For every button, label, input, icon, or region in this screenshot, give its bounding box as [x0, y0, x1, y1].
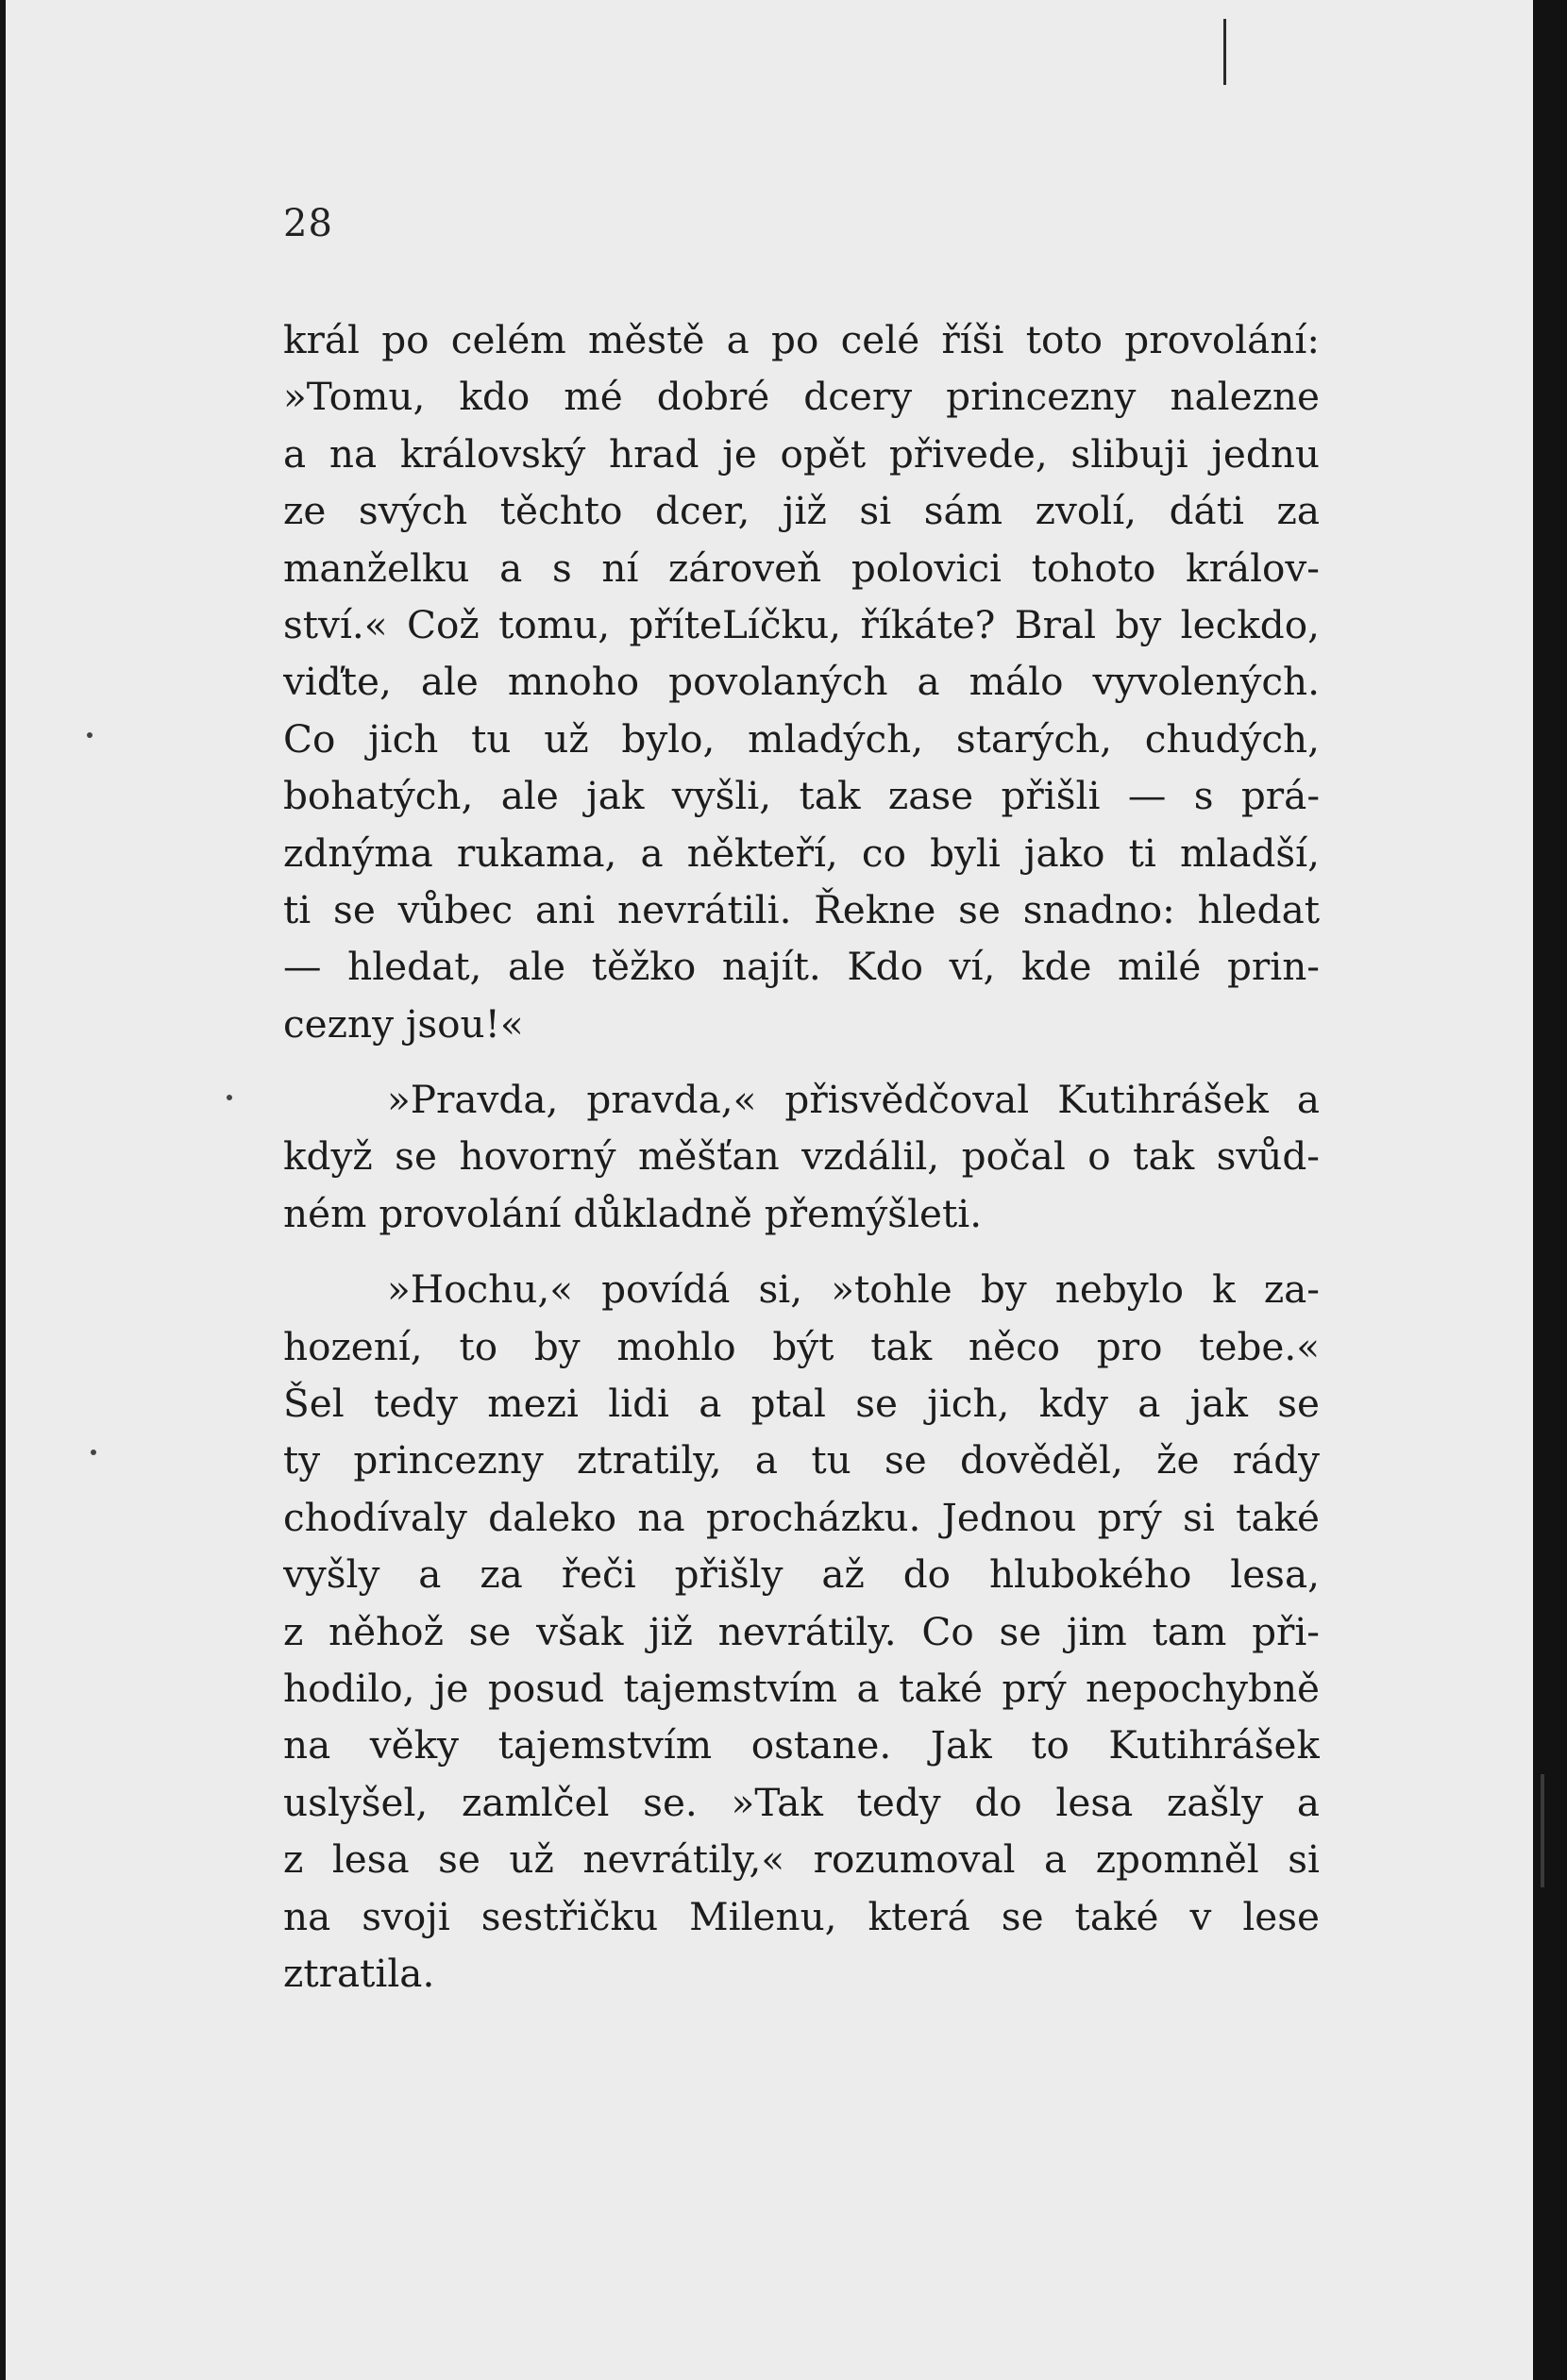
text-line: ství.« Což tomu, příteLíčku, říkáte? Bral by leckdo, [283, 601, 1320, 647]
page-text [283, 311, 1320, 2002]
text-line: »Hochu,« povídá si, »tohle by nebylo k za- [387, 1266, 1320, 1313]
scan-artifact-line [1223, 19, 1226, 85]
text-line: ném provolání důkladně přemýšleti. [283, 1190, 983, 1236]
text-line: bohatých, ale jak vyšli, tak zase přišli — s prá- [283, 773, 1320, 819]
text-line: cezny jsou!« [283, 1000, 524, 1047]
text-line: manželku a s ní zároveň polovici tohoto králov- [283, 545, 1320, 591]
text-line: Šel tedy mezi lidi a ptal se jich, kdy a jak se [283, 1381, 1320, 1427]
text-line: ze svých těchto dcer, již si sám zvolí, dáti za [283, 488, 1320, 534]
margin-speck [87, 732, 93, 738]
text-line: ti se vůbec ani nevrátili. Řekne se snadno: hledat [283, 886, 1320, 932]
text-line: »Tomu, kdo mé dobré dcery princezny nalezne [283, 374, 1320, 420]
text-line: na svoji sestřičku Milenu, která se také v lese [283, 1893, 1320, 1939]
text-line: chodívaly daleko na procházku. Jednou prý si také [283, 1494, 1320, 1540]
text-line: král po celém městě a po celé říši toto provolání: [283, 317, 1320, 362]
text-line: vyšly a za řeči přišly až do hlubokého lesa, [283, 1551, 1320, 1598]
text-line: hodilo, je posud tajemstvím a také prý nepochybně [283, 1665, 1320, 1711]
margin-speck [91, 1450, 96, 1455]
text-line: »Pravda, pravda,« přisvědčoval Kutihrášek a [387, 1077, 1320, 1123]
text-line: viďte, ale mnoho povolaných a málo vyvolených. [283, 659, 1320, 705]
text-line: ztratila. [283, 1950, 435, 1996]
text-line: zdnýma rukama, a někteří, co byli jako ti mladší, [283, 830, 1320, 876]
text-line: když se hovorný měšťan vzdálil, počal o tak svůd- [283, 1133, 1320, 1180]
edge-mark [1541, 1774, 1544, 1887]
text-line: na věky tajemstvím ostane. Jak to Kutihrášek [283, 1722, 1320, 1768]
text-line: z lesa se už nevrátily,« rozumoval a zpomněl si [283, 1836, 1320, 1883]
text-line: ty princezny ztratily, a tu se dověděl, že rády [283, 1437, 1320, 1483]
text-line: — hledat, ale těžko najít. Kdo ví, kde milé prin- [283, 944, 1320, 990]
text-line: uslyšel, zamlčel se. »Tak tedy do lesa zašly a [283, 1779, 1320, 1825]
text-line: Co jich tu už bylo, mladých, starých, chudých, [283, 715, 1320, 762]
text-line: z něhož se však již nevrátily. Co se jim tam při- [283, 1608, 1320, 1654]
page-number: 28 [283, 202, 333, 245]
page-edge-shadow [1533, 0, 1567, 2380]
text-line: hození, to by mohlo být tak něco pro tebe.« [283, 1323, 1320, 1369]
text-line: a na královský hrad je opět přivede, slibuji jednu [283, 430, 1320, 477]
margin-speck [227, 1095, 232, 1100]
